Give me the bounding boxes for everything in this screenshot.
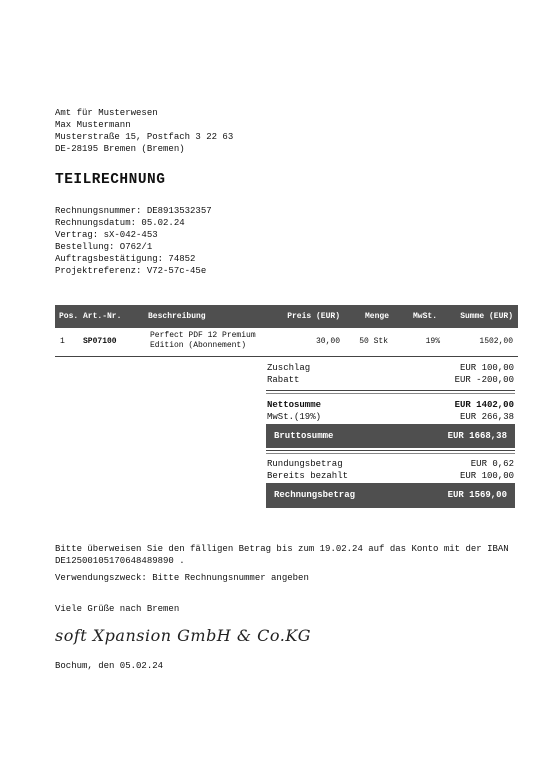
totals-divider: [266, 390, 515, 391]
row-desc-line1: Perfect PDF 12 Premium: [150, 331, 256, 340]
document-title: TEILRECHNUNG: [55, 172, 166, 188]
payment-instructions: [55, 543, 525, 567]
amount-due-value: EUR 1569,00: [447, 490, 507, 500]
rounding-value: EUR 0,62: [470, 459, 514, 469]
discount-label: Rabatt: [267, 375, 300, 385]
table-row: [55, 328, 518, 357]
row-desc-line2: Edition (Abonnement): [150, 341, 247, 350]
header-sum: Summe (EUR): [460, 312, 513, 321]
rounding-row: [266, 459, 515, 471]
surcharge-row: [266, 363, 515, 375]
table-header: [55, 305, 518, 328]
paid-label: Bereits bezahlt: [267, 471, 349, 481]
net-row: [266, 400, 515, 412]
order-confirmation: Auftragsbestätigung: 74852: [55, 254, 196, 264]
paid-value: EUR 100,00: [459, 471, 514, 481]
net-value: EUR 1402,00: [454, 400, 514, 410]
recipient-address: [55, 107, 233, 155]
invoice-meta: [55, 205, 212, 277]
payment-line-1: Bitte überweisen Sie den fälligen Betrag bis zum 19.02.24 auf das Konto mit der IBAN: [55, 544, 509, 554]
amount-due-label: Rechnungsbetrag: [274, 490, 356, 500]
row-sum: 1502,00: [479, 337, 513, 346]
signature: soft Xpansion GmbH & Co.KG: [55, 626, 312, 645]
header-desc: Beschreibung: [148, 312, 206, 321]
totals-block: [266, 363, 515, 508]
row-price: 30,00: [315, 337, 340, 346]
header-art: Art.-Nr.: [83, 312, 122, 321]
vat-label: MwSt.(19%): [267, 412, 322, 422]
recipient-name: Max Mustermann: [55, 120, 131, 130]
header-qty: Menge: [364, 312, 389, 321]
discount-row: [266, 375, 515, 387]
vat-value: EUR 266,38: [459, 412, 514, 422]
payment-line-2: DE12500105170648489890 .: [55, 556, 185, 566]
gross-label: Bruttosumme: [274, 431, 334, 441]
totals-divider-2: [266, 450, 515, 451]
header-pos: Pos.: [59, 312, 79, 321]
amount-due-bar: [266, 483, 515, 508]
gross-total-bar: [266, 424, 515, 448]
surcharge-value: EUR 100,00: [459, 363, 514, 373]
row-pos: 1: [60, 337, 65, 346]
header-price: Preis (EUR): [287, 312, 340, 321]
place-date: Bochum, den 05.02.24: [55, 661, 164, 671]
order-number: Bestellung: O762/1: [55, 242, 153, 252]
invoice-date: Rechnungsdatum: 05.02.24: [55, 218, 185, 228]
project-reference: Projektreferenz: V72-57c-45e: [55, 266, 207, 276]
contract-number: Vertrag: sX-042-453: [55, 230, 158, 240]
row-art: SP07100: [83, 337, 117, 346]
surcharge-label: Zuschlag: [267, 363, 311, 373]
net-label: Nettosumme: [267, 400, 322, 410]
discount-value: EUR -200,00: [454, 375, 514, 385]
row-desc: [150, 331, 256, 351]
recipient-org: Amt für Musterwesen: [55, 108, 158, 118]
recipient-street: Musterstraße 15, Postfach 3 22 63: [55, 132, 234, 142]
row-qty: 50 Stk: [359, 337, 388, 346]
vat-row: [266, 412, 515, 424]
gross-value: EUR 1668,38: [447, 431, 507, 441]
row-vat: 19%: [425, 337, 440, 346]
paid-row: [266, 471, 515, 483]
line-items-table: [55, 305, 518, 357]
rounding-label: Rundungsbetrag: [267, 459, 343, 469]
invoice-number: Rechnungsnummer: DE8913532357: [55, 206, 212, 216]
header-vat: MwSt.: [412, 312, 437, 321]
greeting: Viele Grüße nach Bremen: [55, 604, 180, 614]
payment-purpose: Verwendungszweck: Bitte Rechnungsnummer angeben: [55, 573, 309, 583]
recipient-city: DE-28195 Bremen (Bremen): [55, 144, 185, 154]
